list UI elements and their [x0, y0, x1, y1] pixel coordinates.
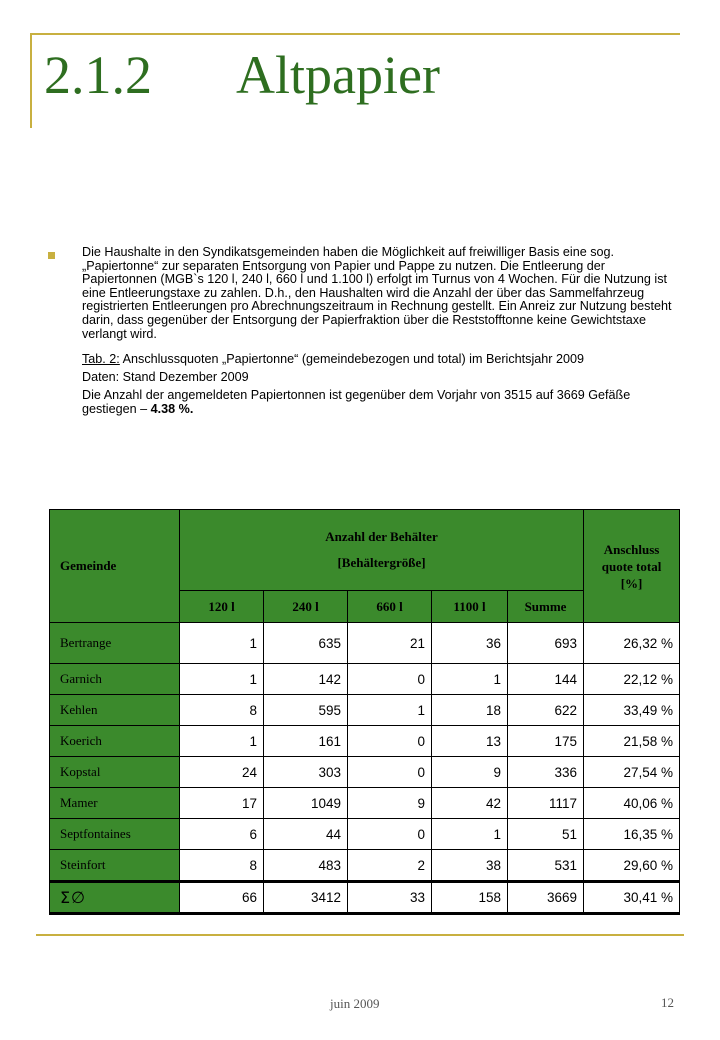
growth-note — [82, 389, 678, 416]
row-gemeinde: Mamer — [50, 788, 180, 819]
footer-divider — [36, 934, 684, 936]
table-row — [50, 726, 680, 757]
cell-quote: 16,35 % — [584, 819, 680, 850]
cell-660: 1 — [348, 695, 432, 726]
body-paragraph: Die Haushalte in den Syndikatsgemeinden haben die Möglichkeit auf freiwilliger Basis eine sog. „Papiertonne“ zur separaten Entsorgung von Papier und Pappe zu nutzen. Die Entleerung der Papiertonnen (MGB`s 120 l, 240 l, 660 l und 1.100 l) erfolgt im Turnus von 4 Wochen. Für die Nutzung ist eine Entleerungstaxe zu zahlen. D.h., den Haushalten wird die Anzahl der über das Sammelfahrzeug registrierten Entleerungen pro Abrechnungszeitraum in Rechnung gestellt. Ein Anreiz zur Nutzung besteht darin, dass gegenüber der Entsorgung der Papierfraktion über die Reststofftonne keine Gewichtstaxe verlangt wird. — [82, 245, 672, 341]
total-240: 3412 — [264, 882, 348, 914]
cell-120: 6 — [180, 819, 264, 850]
header-size-120: 120 l — [180, 591, 264, 623]
data-date-note: Daten: Stand Dezember 2009 — [82, 370, 249, 385]
title-number: 2.1.2 — [44, 45, 152, 105]
cell-660: 0 — [348, 757, 432, 788]
cell-240: 595 — [264, 695, 348, 726]
cell-120: 17 — [180, 788, 264, 819]
cell-quote: 26,32 % — [584, 623, 680, 664]
slide-title — [44, 45, 440, 105]
cell-1100: 1 — [432, 819, 508, 850]
header-size-240: 240 l — [264, 591, 348, 623]
header-connection-rate-line3: [%] — [620, 575, 643, 591]
cell-120: 1 — [180, 623, 264, 664]
table-row — [50, 819, 680, 850]
cell-summe: 531 — [508, 850, 584, 882]
total-summe: 3669 — [508, 882, 584, 914]
left-frame-line — [30, 33, 32, 128]
page-number: 12 — [661, 995, 674, 1010]
top-frame-line — [30, 33, 680, 35]
row-gemeinde: Koerich — [50, 726, 180, 757]
cell-240: 1049 — [264, 788, 348, 819]
cell-1100: 18 — [432, 695, 508, 726]
growth-note-text: Die Anzahl der angemeldeten Papiertonnen ist gegenüber dem Vorjahr von 3515 auf 3669 Gefäße gestiegen – — [82, 388, 631, 416]
cell-summe: 336 — [508, 757, 584, 788]
cell-240: 483 — [264, 850, 348, 882]
row-gemeinde: Steinfort — [50, 850, 180, 882]
cell-120: 1 — [180, 726, 264, 757]
table-row — [50, 850, 680, 882]
cell-660: 21 — [348, 623, 432, 664]
row-gemeinde: Kopstal — [50, 757, 180, 788]
cell-1100: 36 — [432, 623, 508, 664]
table-caption-text: Anschlussquoten „Papiertonne“ (gemeindebezogen und total) im Berichtsjahr 2009 — [119, 352, 584, 367]
cell-240: 161 — [264, 726, 348, 757]
table-row — [50, 695, 680, 726]
cell-240: 44 — [264, 819, 348, 850]
row-gemeinde: Bertrange — [50, 623, 180, 664]
row-gemeinde: Garnich — [50, 664, 180, 695]
cell-summe: 51 — [508, 819, 584, 850]
table-row — [50, 623, 680, 664]
cell-120: 8 — [180, 695, 264, 726]
cell-120: 24 — [180, 757, 264, 788]
header-size-1100: 1100 l — [432, 591, 508, 623]
square-bullet-icon — [48, 252, 55, 259]
cell-1100: 1 — [432, 664, 508, 695]
table-caption — [82, 352, 678, 367]
footer-date: juin 2009 — [330, 996, 380, 1011]
cell-120: 1 — [180, 664, 264, 695]
total-1100: 158 — [432, 882, 508, 914]
header-container-count-line1: Anzahl der Behälter — [325, 529, 438, 544]
sum-average-icon: Σ∅ — [60, 888, 87, 907]
connection-rate-table — [49, 509, 680, 915]
table-row — [50, 664, 680, 695]
cell-summe: 1117 — [508, 788, 584, 819]
total-label — [50, 882, 180, 914]
cell-1100: 42 — [432, 788, 508, 819]
cell-240: 635 — [264, 623, 348, 664]
cell-660: 0 — [348, 726, 432, 757]
cell-quote: 22,12 % — [584, 664, 680, 695]
cell-240: 142 — [264, 664, 348, 695]
cell-240: 303 — [264, 757, 348, 788]
header-connection-rate-line2: quote total — [601, 558, 662, 574]
cell-quote: 33,49 % — [584, 695, 680, 726]
table-label: Tab. 2: — [82, 352, 120, 367]
cell-quote: 29,60 % — [584, 850, 680, 882]
total-660: 33 — [348, 882, 432, 914]
cell-summe: 175 — [508, 726, 584, 757]
table-row — [50, 757, 680, 788]
cell-summe: 622 — [508, 695, 584, 726]
table-row — [50, 788, 680, 819]
cell-quote: 40,06 % — [584, 788, 680, 819]
cell-quote: 21,58 % — [584, 726, 680, 757]
cell-1100: 13 — [432, 726, 508, 757]
cell-quote: 27,54 % — [584, 757, 680, 788]
row-gemeinde: Septfontaines — [50, 819, 180, 850]
header-container-count-line2: [Behältergröße] — [337, 555, 426, 570]
growth-percent: 4.38 %. — [150, 401, 194, 416]
header-connection-rate-line1: Anschluss — [603, 541, 660, 557]
cell-660: 0 — [348, 819, 432, 850]
row-gemeinde: Kehlen — [50, 695, 180, 726]
cell-summe: 144 — [508, 664, 584, 695]
header-size-660: 660 l — [348, 591, 432, 623]
header-summe: Summe — [508, 591, 584, 623]
cell-660: 2 — [348, 850, 432, 882]
cell-660: 0 — [348, 664, 432, 695]
header-container-count — [180, 510, 584, 591]
cell-summe: 693 — [508, 623, 584, 664]
body-content — [48, 246, 678, 416]
cell-120: 8 — [180, 850, 264, 882]
header-connection-rate — [584, 510, 680, 623]
bullet-item — [48, 246, 678, 416]
cell-1100: 9 — [432, 757, 508, 788]
total-quote: 30,41 % — [584, 882, 680, 914]
header-gemeinde: Gemeinde — [50, 510, 180, 623]
total-120: 66 — [180, 882, 264, 914]
cell-1100: 38 — [432, 850, 508, 882]
cell-660: 9 — [348, 788, 432, 819]
total-row — [50, 882, 680, 914]
title-text: Altpapier — [236, 45, 440, 105]
